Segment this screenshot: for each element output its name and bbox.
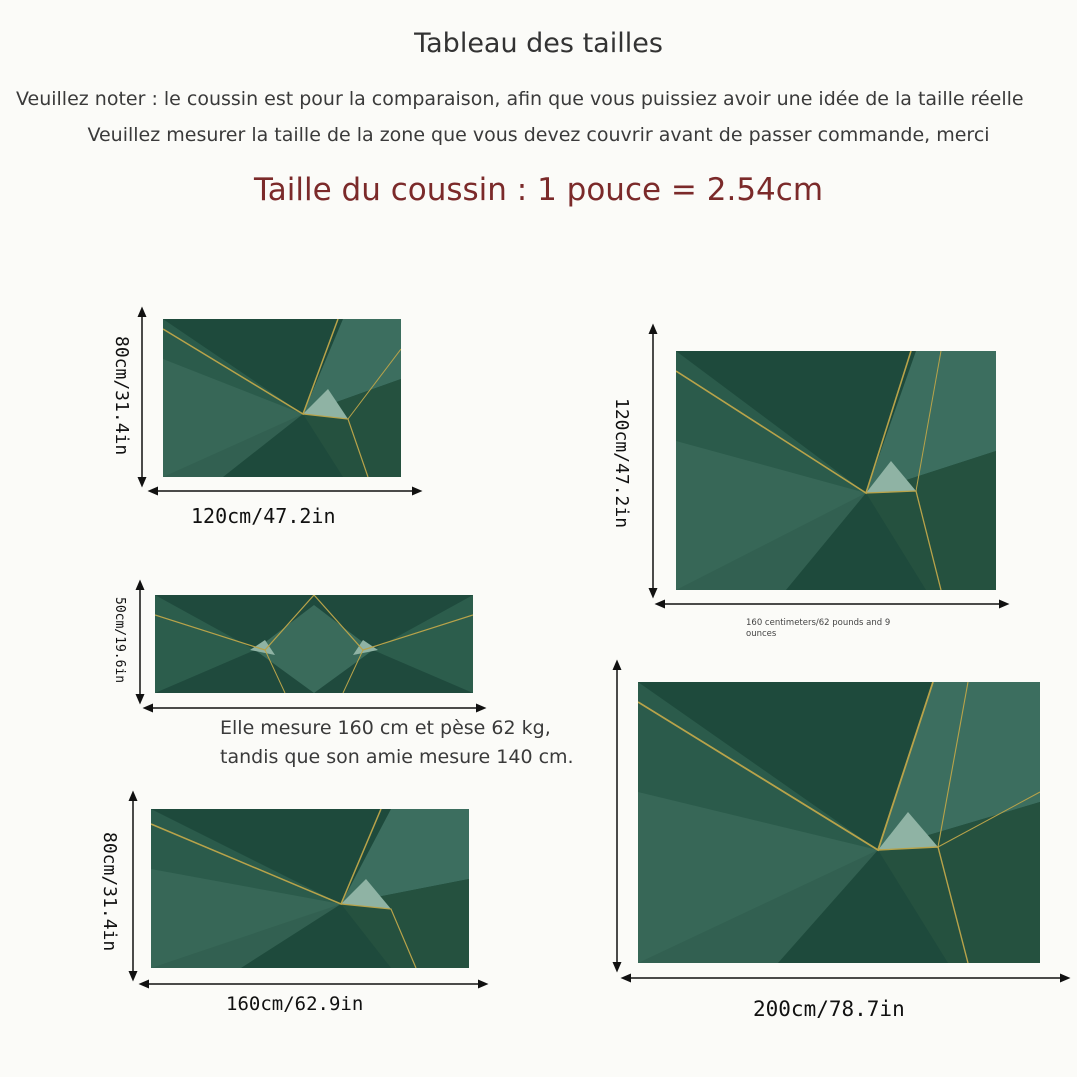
rug4-height-label: 120cm/47.2in [611, 398, 632, 529]
caption-line-2: tandis que son amie mesure 140 cm. [220, 746, 574, 768]
rug1-width-label: 120cm/47.2in [191, 504, 336, 528]
note-measure: Veuillez mesurer la taille de la zone que vous devez couvrir avant de passer commande, merci [87, 124, 990, 146]
note-comparison: Veuillez noter : le coussin est pour la comparaison, afin que vous puissiez avoir une idée de la taille réelle [16, 88, 1024, 110]
rug1-height-label: 80cm/31.4in [111, 336, 132, 456]
rug3-width-label: 160cm/62.9in [226, 993, 364, 1015]
rug3-height-label: 80cm/31.4in [99, 832, 120, 952]
rug2-height-label: 50cm/19.6in [112, 597, 127, 684]
rug5-width-label: 200cm/78.7in [753, 997, 905, 1021]
page-title: Tableau des tailles [414, 28, 663, 59]
caption-line-1: Elle mesure 160 cm et pèse 62 kg, [220, 717, 551, 739]
conversion-subtitle: Taille du coussin : 1 pouce = 2.54cm [253, 172, 824, 208]
height-weight-caption [220, 714, 574, 772]
rug4-width-label: 160 centimeters/62 pounds and 9 ounces [746, 618, 891, 639]
